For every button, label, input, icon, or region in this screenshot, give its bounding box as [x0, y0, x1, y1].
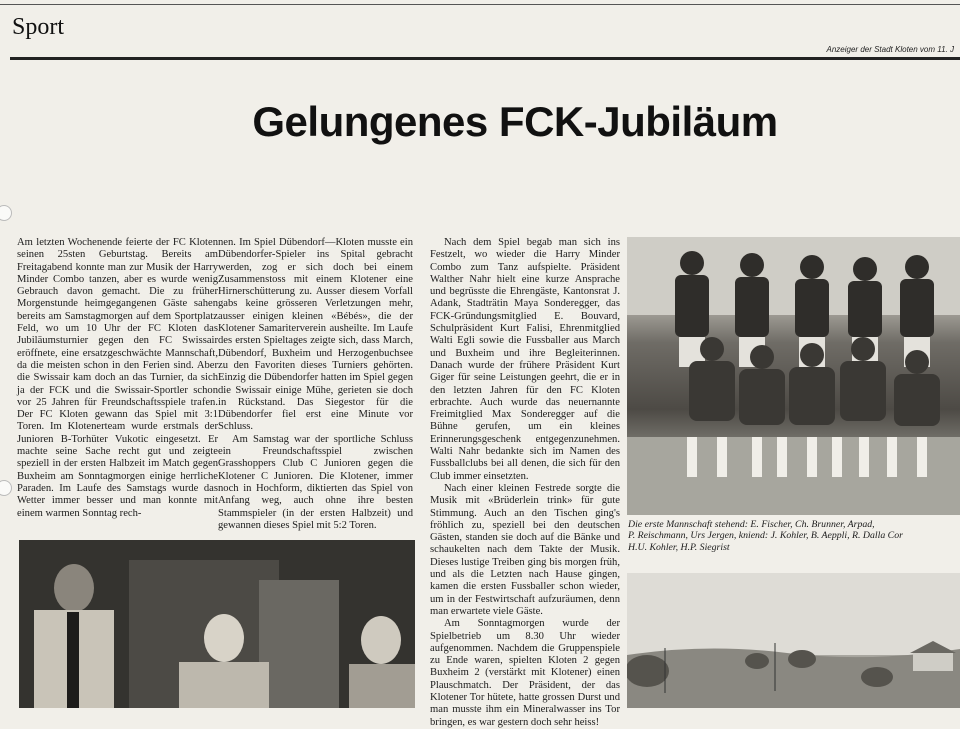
paragraph: nen. Im Spiel Dübendorf—Kloten musste ein Dübendorfer-Spieler ins Spital gebracht werden, zog er sich doch bei einem Zusammenstoss mit einem Klotener eine Hirnerschütterung zu. Ausser diesem Vorfall gabs keine grösseren Verletzungen mehr, ausser einigen kleinen «Bébés», die der Klotener Samariterverein ausheilte. Im Laufe des ersten Spieltages zeigte sich, dass March, Dübendorf, Buxheim und Herzogenbuchsee zu den Favoriten dieses Turniers gehörten. Einzig die Dübendorfer hatten im Spiel gegen die Swissair einige Mühe, gerieten sie doch in Rückstand. Das Siegestor für die Dübendorfer fiel erst eine Minute vor Schluss.: [218, 237, 413, 433]
article-column-3: [430, 237, 620, 729]
landscape-photo-illustration: [627, 573, 960, 708]
punch-hole: [0, 480, 12, 496]
caption-line: P. Reischmann, Urs Jergen, kniend: J. Kohler, B. Aeppli, R. Dalla Cor: [628, 530, 903, 542]
caption-line: Die erste Mannschaft stehend: E. Fischer, Ch. Brunner, Arpad,: [628, 519, 875, 530]
top-rule: [0, 4, 960, 5]
header-rule: [10, 57, 960, 60]
paragraph: Nach einer kleinen Festrede sorgte die Musik mit «Brüderlein trink» für gute Stimmung. Auch an den Tischen ging's fröhlich zu, speziell bei den deutschen Gästen, standen sie doch auf die Bänke und schaukelten nach dem Takte der Musik. Dieses lustige Treiben ging bis morgen früh, und als die Letzten nach Hause gingen, kamen die ersten Fussballer schon wieder, um in der Festwirtschaft aufzuräumen, denn man erwartete viele Gäste.: [430, 482, 620, 617]
landscape-photo: [627, 573, 960, 708]
section-label: Sport: [12, 14, 65, 40]
ceremony-photo: [19, 540, 415, 708]
article-column-1: [17, 237, 218, 520]
team-photo: [627, 237, 960, 515]
team-photo-illustration: [627, 237, 960, 515]
paragraph: Am Sonntagmorgen wurde der Spielbetrieb um 8.30 Uhr wieder aufgenommen. Nachdem die Gruppenspiele zu Ende waren, spielten Kloten 2 gegen Buxheim 2 (verstärkt mit Klotener) einen Plauschmatch. Der Präsident, der das Klotener Tor hütete, hatte grossen Durst und man musste ihm ein Mineralwasser ins Tor bringen, es war gestern doch sehr heiss!: [430, 618, 620, 728]
article-headline: Gelungenes FCK-Jubiläum: [252, 98, 778, 145]
paragraph: Nach dem Spiel begab man sich ins Festzelt, wo wieder die Harry Minder Combo zum Tanz aufspielte. Präsident Walther Nahr hielt eine kurze Ansprache und begrüsste die Ehrengäste, Kantonsrat J. Adank, Stadträtin Maya Sonderegger, das FCK-Gründungsmitglied E. Bouvard, Schulpräsident Kurt Falisi, Ehrenmitglied Walti Egli sowie die Fussballer aus March und Buxheim und ihre Begleiterinnen. Danach wurde der frühere Präsident Kurt Giger für seine Leistungen geehrt, die er in den letzten Jahren für den FC Kloten erbrachte. Auch wurde das neuernannte Freimitglied Max Sonderegger auf die Bühne gerufen, um ein kleines Erinnerungsgeschenk entgegenzunehmen. Walti Nahr bedankte sich im Namen des Fussballclubs bei all denen, die sich für den Club immer einsetzten.: [430, 237, 620, 482]
punch-hole: [0, 205, 12, 221]
paragraph: Am Samstag war der sportliche Schluss ein Freundschaftsspiel zwischen Grasshoppers Club C Junioren gegen die Klotener C Junioren. Die Klotener, immer noch in Hochform, diktierten das Spiel von Anfang weg, auch ohne ihre besten Stammspieler (in der ersten Halbzeit) und gewannen dieses Spiel mit 5:2 Toren.: [218, 433, 413, 531]
photo-caption: [628, 519, 960, 553]
ceremony-photo-illustration: [19, 540, 415, 708]
bleed-through-text: [300, 2, 306, 25]
masthead: Anzeiger der Stadt Kloten vom 11. J: [826, 45, 954, 54]
caption-line: H.U. Kohler, H.P. Siegrist: [628, 541, 730, 553]
paragraph: Am letzten Wochenende feierte der FC Kloten seinen 25sten Geburtstag. Bereits am Freitagabend konnte man zur Musik der Harry Minder Combo tanzen, aber es wurde wenig Gebrauch davon gemacht. Die zu früher Morgenstunde heimgegangenen Gäste sahen bereits am Samstagmorgen auf dem Sportplatz Feld, wo um 10 Uhr der FC Kloten das Jubiläumsturnier gegen den FC Swissair eröffnete, eine ersatzgeschwächte Mannschaft, da die meisten schon in den Ferien sind. Aber die Swissair kam doch an das Turnier, da sich ja der FCK und die Swissair-Sportler schon vor 25 Jahren für Freundschaftsspiele trafen. Der FC Kloten gewann das Spiel mit 3:1 Toren. Im Klotenerteam wurde erstmals der Junioren B-Torhüter Vukotic eingesetzt. Er machte seine Sache recht gut und zeigte speziell in der ersten Halbzeit im Match gegen Buxheim am Sonntagmorgen einige herrliche Paraden. Im Laufe des Samstags wurde das Wetter immer besser und man konnte mit einem warmen Sonntag rech-: [17, 237, 218, 519]
article-column-2: [218, 237, 413, 532]
